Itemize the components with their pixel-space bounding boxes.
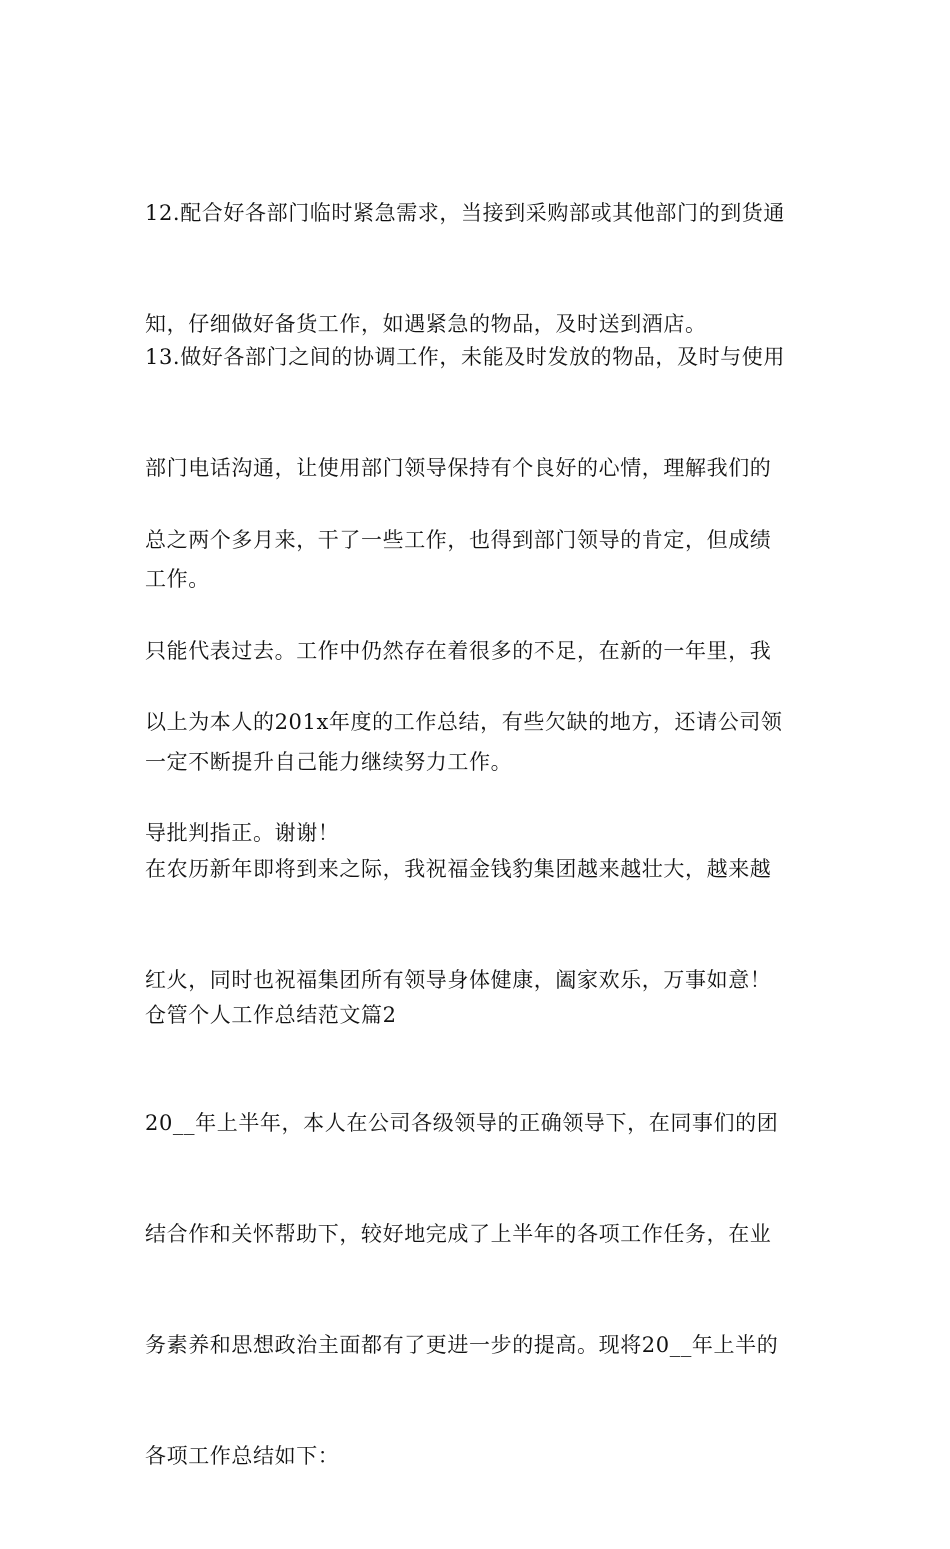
text-line: 在农历新年即将到来之际，我祝福金钱豹集团越来越壮大，越来越 [145, 857, 772, 881]
text-line: 工作。 [145, 567, 210, 591]
text-line: 总之两个多月来，干了一些工作，也得到部门领导的肯定，但成绩 [145, 528, 772, 552]
text-line: 20__年上半年，本人在公司各级领导的正确领导下，在同事们的团 [145, 1111, 779, 1135]
text-line: 红火，同时也祝福集团所有领导身体健康，阖家欢乐，万事如意！ [145, 968, 772, 992]
text-line: 各项工作总结如下： [145, 1444, 340, 1468]
text-line: 只能代表过去。工作中仍然存在着很多的不足，在新的一年里，我 [145, 639, 772, 663]
text-line: 13.做好各部门之间的协调工作，未能及时发放的物品，及时与使用 [145, 345, 785, 369]
text-line: 部门电话沟通，让使用部门领导保持有个良好的心情，理解我们的 [145, 456, 772, 480]
text-line: 一定不断提升自己能力继续努力工作。 [145, 750, 513, 774]
text-line: 导批判指正。谢谢！ [145, 821, 340, 845]
text-line: 知，仔细做好备货工作，如遇紧急的物品，及时送到酒店。 [145, 312, 707, 336]
text-line: 结合作和关怀帮助下，较好地完成了上半年的各项工作任务，在业 [145, 1222, 772, 1246]
text-line: 以上为本人的201x年度的工作总结，有些欠缺的地方，还请公司领 [145, 710, 783, 734]
paragraph-intro [145, 1031, 810, 1549]
text-line: 仓管个人工作总结范文篇2 [145, 1003, 397, 1027]
text-line: 12.配合好各部门临时紧急需求，当接到采购部或其他部门的到货通 [145, 201, 785, 225]
text-line: 务素养和思想政治主面都有了更进一步的提高。现将20__年上半的 [145, 1333, 779, 1357]
